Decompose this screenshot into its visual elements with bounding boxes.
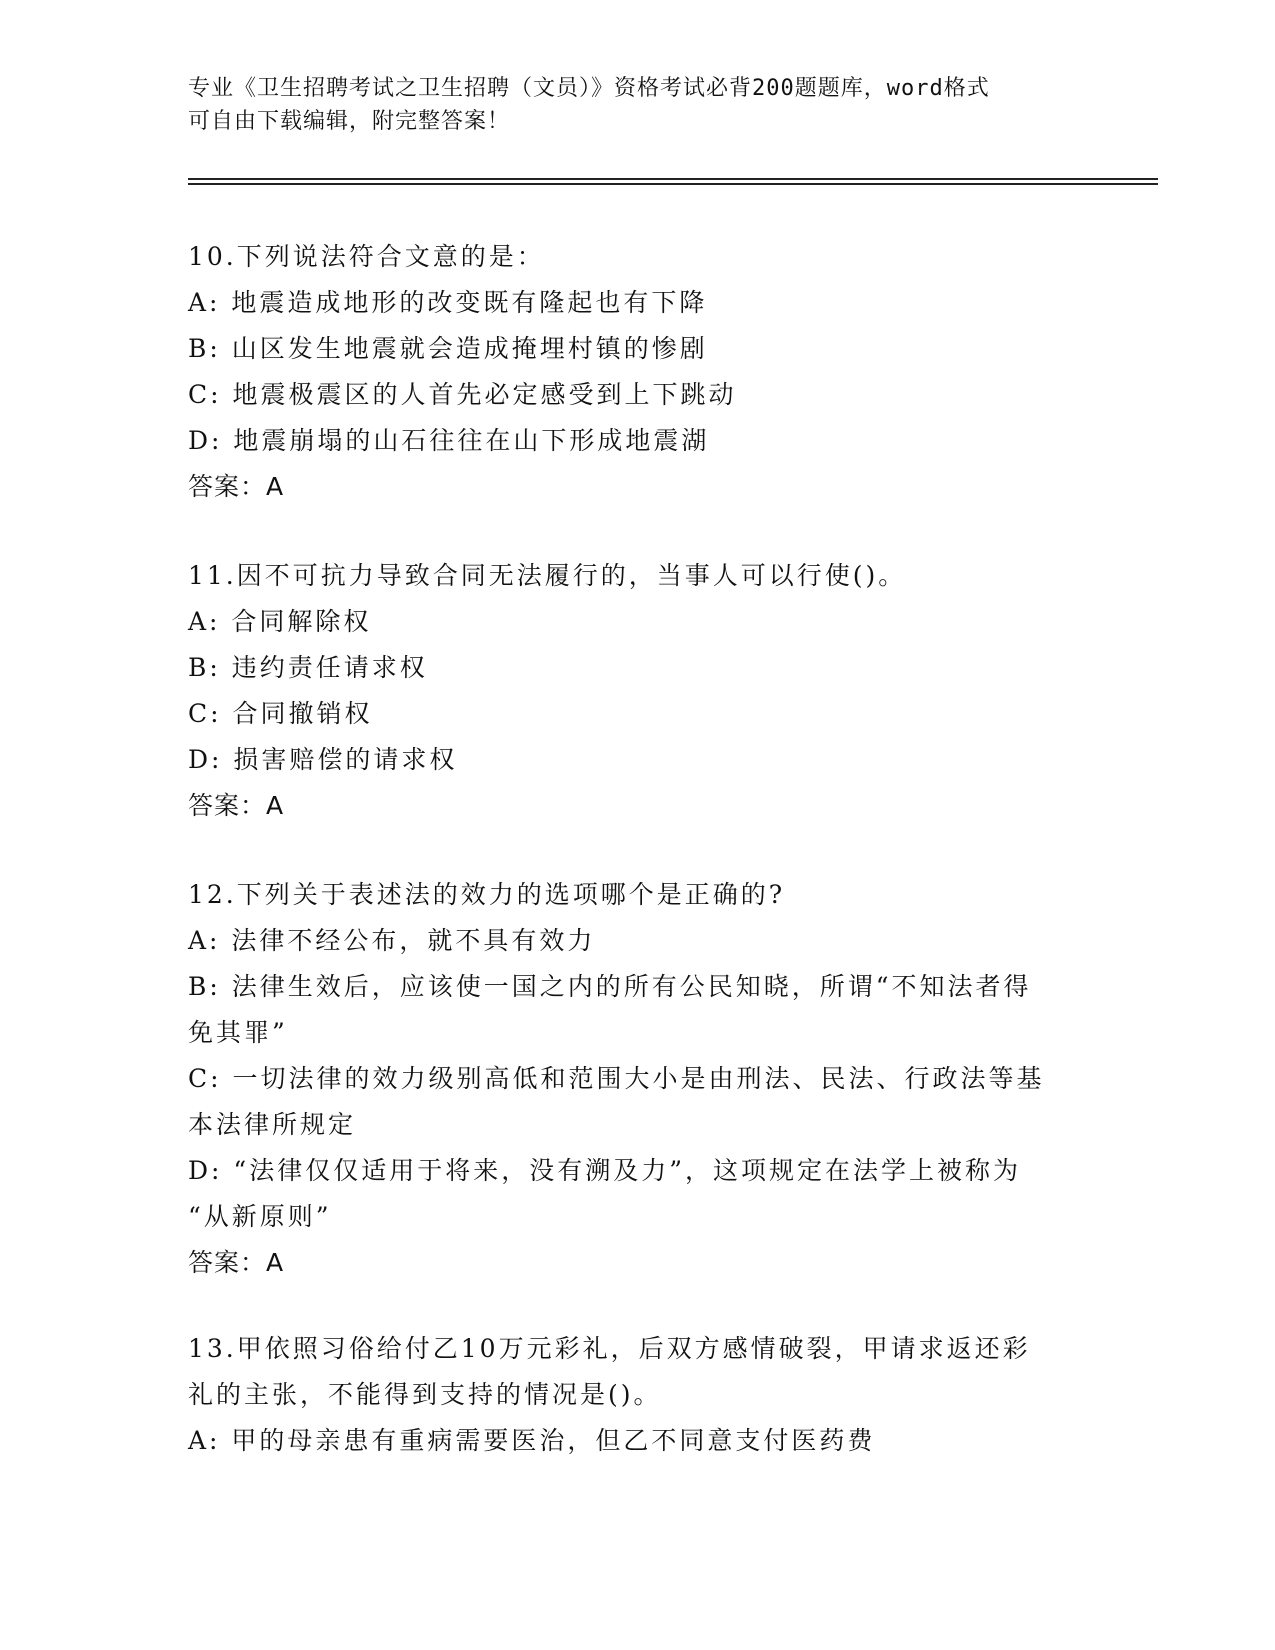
header-line-2: 可自由下载编辑，附完整答案！ <box>188 109 511 134</box>
header-line-1: 专业《卫生招聘考试之卫生招聘（文员）》资格考试必背200题题库，word格式 <box>188 76 990 101</box>
option-b: B: 违约责任请求权 <box>188 653 428 682</box>
question-13 <box>188 1326 1078 1464</box>
document-header <box>188 72 1068 138</box>
option-d-continued: “从新原则” <box>188 1202 332 1231</box>
option-d: D: “法律仅仅适用于将来，没有溯及力”，这项规定在法学上被称为 <box>188 1156 1021 1185</box>
option-b-continued: 免其罪” <box>188 1018 288 1047</box>
question-stem: 13.甲依照习俗给付乙10万元彩礼，后双方感情破裂，甲请求返还彩 <box>188 1334 1031 1363</box>
option-c: C: 合同撤销权 <box>188 699 373 728</box>
answer-line: 答案：A <box>188 472 285 501</box>
question-stem-continued: 礼的主张，不能得到支持的情况是()。 <box>188 1380 662 1409</box>
header-divider-bottom <box>188 183 1158 185</box>
answer-line: 答案：A <box>188 791 285 820</box>
question-11 <box>188 553 1078 829</box>
option-a: A: 合同解除权 <box>188 607 372 636</box>
option-a: A: 法律不经公布，就不具有效力 <box>188 926 596 955</box>
option-b: B: 法律生效后，应该使一国之内的所有公民知晓，所谓“不知法者得 <box>188 972 1032 1001</box>
option-c: C: 一切法律的效力级别高低和范围大小是由刑法、民法、行政法等基 <box>188 1064 1045 1093</box>
header-divider-top <box>188 178 1158 180</box>
answer-line: 答案：A <box>188 1248 285 1277</box>
question-stem: 10.下列说法符合文意的是： <box>188 242 545 271</box>
option-b: B: 山区发生地震就会造成掩埋村镇的惨剧 <box>188 334 708 363</box>
option-a: A: 地震造成地形的改变既有隆起也有下降 <box>188 288 708 317</box>
question-stem: 12.下列关于表述法的效力的选项哪个是正确的? <box>188 880 786 909</box>
option-d: D: 地震崩塌的山石往往在山下形成地震湖 <box>188 426 710 455</box>
option-c: C: 地震极震区的人首先必定感受到上下跳动 <box>188 380 737 409</box>
option-d: D: 损害赔偿的请求权 <box>188 745 458 774</box>
option-a: A: 甲的母亲患有重病需要医治，但乙不同意支付医药费 <box>188 1426 876 1455</box>
question-12 <box>188 872 1078 1286</box>
question-stem: 11.因不可抗力导致合同无法履行的，当事人可以行使()。 <box>188 561 907 590</box>
option-c-continued: 本法律所规定 <box>188 1110 357 1139</box>
question-10 <box>188 234 1078 510</box>
